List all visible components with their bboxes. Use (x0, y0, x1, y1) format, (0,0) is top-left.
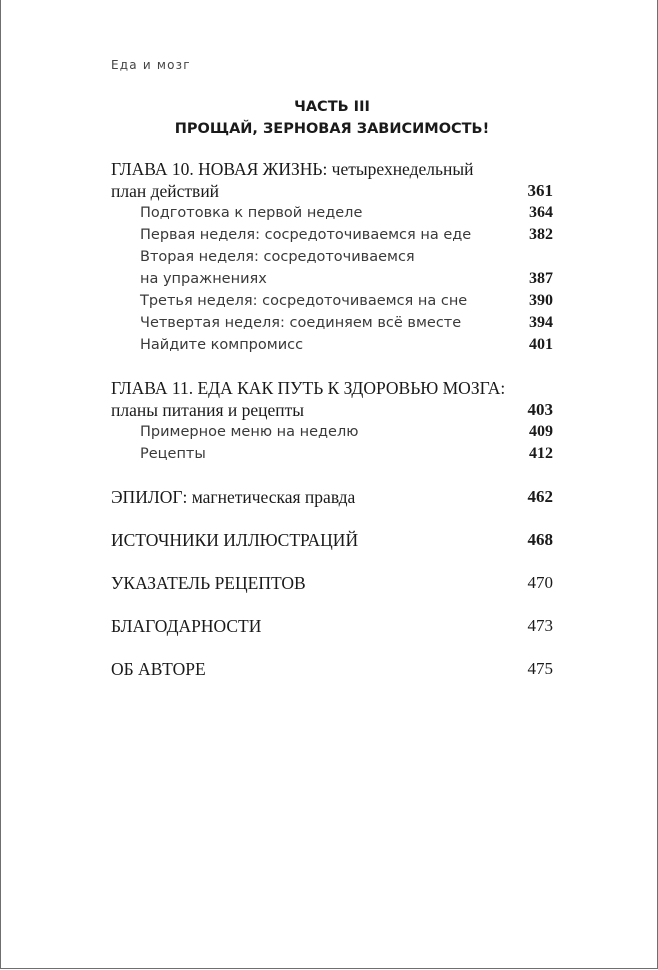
toc-about-author[interactable] (111, 658, 553, 680)
toc-entry-title: Подготовка к первой неделе (140, 205, 363, 221)
chapter-10-heading[interactable] (111, 158, 553, 202)
toc-entry-title-line1: Вторая неделя: сосредоточиваемся (140, 249, 415, 265)
toc-entry[interactable] (111, 246, 553, 290)
toc-entry-title: Первая неделя: сосредоточиваемся на еде (140, 227, 472, 243)
toc-entry-page: 401 (529, 336, 553, 353)
toc-entry-page: 412 (529, 445, 553, 462)
acknowledgments-page: 473 (527, 616, 553, 635)
chapter-11-page: 403 (527, 400, 553, 419)
sources-title: ИСТОЧНИКИ ИЛЛЮСТРАЦИЙ (111, 530, 359, 550)
chapter-11-heading[interactable] (111, 377, 553, 421)
toc-sources[interactable] (111, 529, 553, 551)
about-author-title: ОБ АВТОРЕ (111, 659, 206, 679)
table-of-contents (111, 158, 553, 680)
toc-entry[interactable] (111, 421, 553, 443)
toc-entry-page: 387 (529, 270, 553, 287)
part-heading (111, 96, 553, 140)
toc-entry[interactable] (111, 290, 553, 312)
epilogue-title: ЭПИЛОГ: магнетическая правда (111, 487, 356, 507)
toc-entry-title: Третья неделя: сосредоточиваемся на сне (140, 293, 468, 309)
epilogue-page: 462 (527, 487, 553, 506)
toc-entry-title: Рецепты (140, 446, 206, 462)
chapter-11-title-line2: планы питания и рецепты (111, 400, 305, 420)
about-author-page: 475 (527, 659, 553, 678)
toc-entry-page: 390 (529, 292, 553, 309)
toc-epilogue[interactable] (111, 486, 553, 508)
toc-entry-page: 382 (529, 226, 553, 243)
recipe-index-page: 470 (527, 573, 553, 592)
chapter-10-page: 361 (527, 181, 553, 200)
toc-recipe-index[interactable] (111, 572, 553, 594)
chapter-11-title-line1: ГЛАВА 11. ЕДА КАК ПУТЬ К ЗДОРОВЬЮ МОЗГА: (111, 378, 506, 398)
chapter-10-title-line2: план действий (111, 181, 220, 201)
toc-entry-page: 364 (529, 204, 553, 221)
toc-entry[interactable] (111, 202, 553, 224)
toc-entry-title: Найдите компромисс (140, 337, 304, 353)
chapter-10-title-line1: ГЛАВА 10. НОВАЯ ЖИЗНЬ: четырехнедельный (111, 159, 474, 179)
part-number: ЧАСТЬ III (294, 99, 370, 115)
toc-entry-page: 394 (529, 314, 553, 331)
toc-entry[interactable] (111, 443, 553, 465)
running-head: Еда и мозг (111, 58, 191, 72)
toc-acknowledgments[interactable] (111, 615, 553, 637)
acknowledgments-title: БЛАГОДАРНОСТИ (111, 616, 262, 636)
toc-entry[interactable] (111, 224, 553, 246)
sources-page: 468 (527, 530, 553, 549)
toc-entry-page: 409 (529, 423, 553, 440)
toc-entry-title: Примерное меню на неделю (140, 424, 359, 440)
part-title: ПРОЩАЙ, ЗЕРНОВАЯ ЗАВИСИМОСТЬ! (174, 121, 490, 137)
toc-entry[interactable] (111, 312, 553, 334)
toc-entry-title-line2: на упражнениях (140, 271, 267, 287)
toc-entry[interactable] (111, 334, 553, 356)
toc-entry-title: Четвертая неделя: соединяем всё вместе (140, 315, 462, 331)
recipe-index-title: УКАЗАТЕЛЬ РЕЦЕПТОВ (111, 573, 306, 593)
